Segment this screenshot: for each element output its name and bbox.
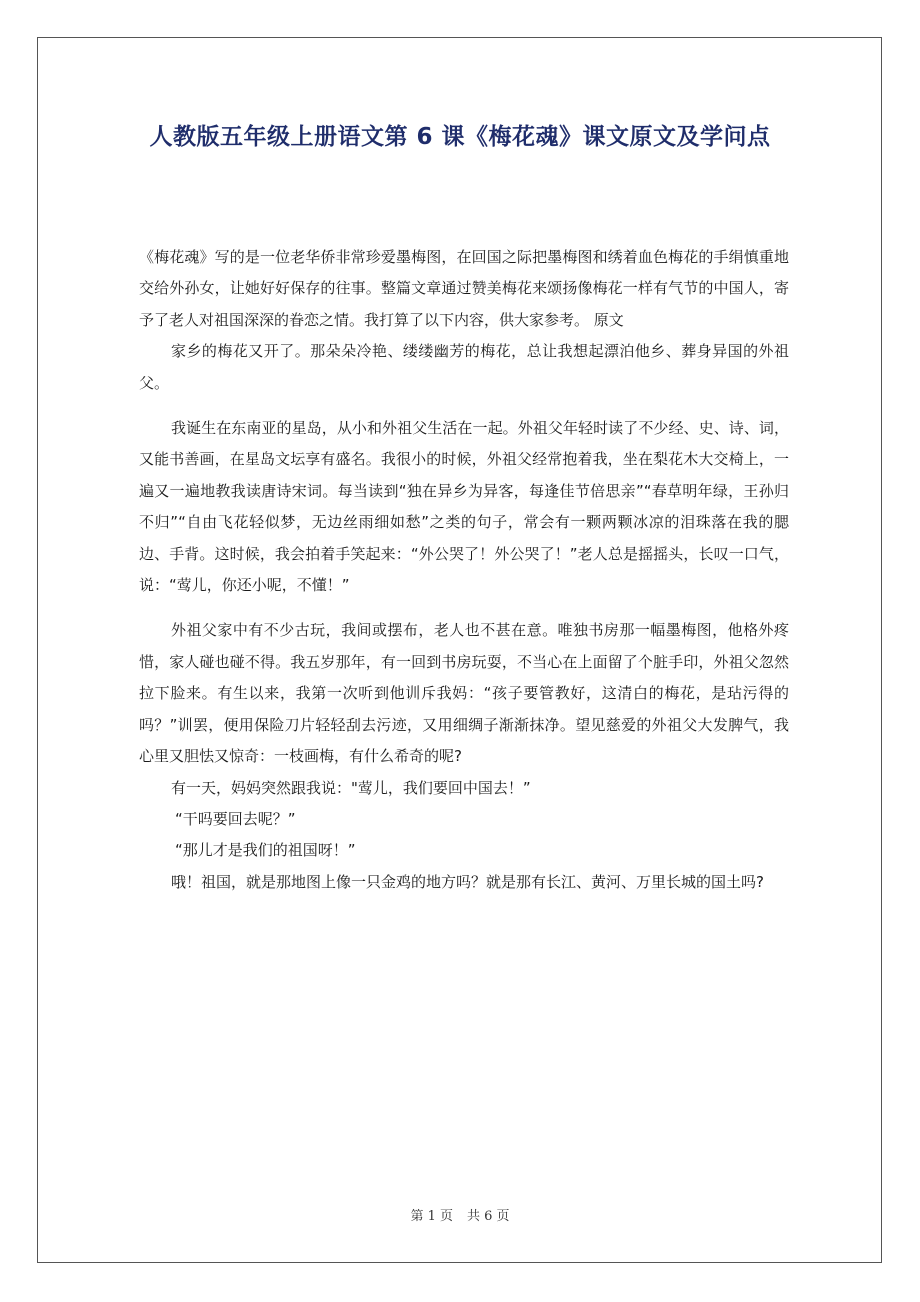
- paragraph-spacer: [139, 399, 789, 413]
- intro-paragraph: 《梅花魂》写的是一位老华侨非常珍爱墨梅图，在回国之际把墨梅图和绣着血色梅花的手绢慎重地交给外孙女，让她好好保存的往事。整篇文章通过赞美梅花来颂扬像梅花一样有气节的中国人，寄予了老人对祖国深深的眷恋之情。我打算了以下内容，供大家参考。 原文: [139, 248, 789, 329]
- document-title: 人教版五年级上册语文第 6 课《梅花魂》课文原文及学问点: [149, 124, 771, 150]
- body-paragraph-2: 我诞生在东南亚的星岛，从小和外祖父生活在一起。外祖父年轻时读了不少经、史、诗、词，又能书善画，在星岛文坛享有盛名。我很小的时候，外祖父经常抱着我，坐在梨花木大交椅上，一遍又一遍地教我读唐诗宋词。每当读到“独在异乡为异客，每逢佳节倍思亲”“春草明年绿，王孙归不归”“自由飞花轻似梦，无边丝雨细如愁”之类的句子，常会有一颗两颗冰凉的泪珠落在我的腮边、手背。这时候，我会拍着手笑起来：“外公哭了！外公哭了！”老人总是摇摇头，长叹一口气，说：“莺儿，你还小呢，不懂！”: [139, 419, 789, 595]
- document-body: [139, 242, 789, 898]
- dialog-line-2: “那儿才是我们的祖国呀！”: [175, 841, 356, 860]
- body-paragraph-1: 家乡的梅花又开了。那朵朵冷艳、缕缕幽芳的梅花，总让我想起漂泊他乡、葬身异国的外祖父。: [139, 342, 789, 392]
- body-paragraph-4: 有一天，妈妈突然跟我说："莺儿，我们要回中国去！”: [171, 778, 531, 797]
- paragraph-spacer: [139, 601, 789, 615]
- body-paragraph-5: 哦！祖国，就是那地图上像一只金鸡的地方吗？就是那有长江、黄河、万里长城的国土吗?: [171, 872, 764, 891]
- page-footer: [40, 1205, 880, 1224]
- page-number: 第 1 页: [410, 1209, 453, 1224]
- page-total: 共 6 页: [467, 1209, 510, 1224]
- dialog-line-1: “干吗要回去呢？”: [175, 809, 296, 828]
- body-paragraph-3: 外祖父家中有不少古玩，我间或摆布，老人也不甚在意。唯独书房那一幅墨梅图，他格外疼惜，家人碰也碰不得。我五岁那年，有一回到书房玩耍，不当心在上面留了个脏手印，外祖父忽然拉下脸来。有生以来，我第一次听到他训斥我妈：“孩子要管教好，这清白的梅花，是玷污得的吗？”训罢，便用保险刀片轻轻刮去污迹，又用细绸子渐渐抹净。望见慈爱的外祖父大发脾气，我心里又胆怯又惊奇：一枝画梅，有什么希奇的呢?: [139, 621, 789, 766]
